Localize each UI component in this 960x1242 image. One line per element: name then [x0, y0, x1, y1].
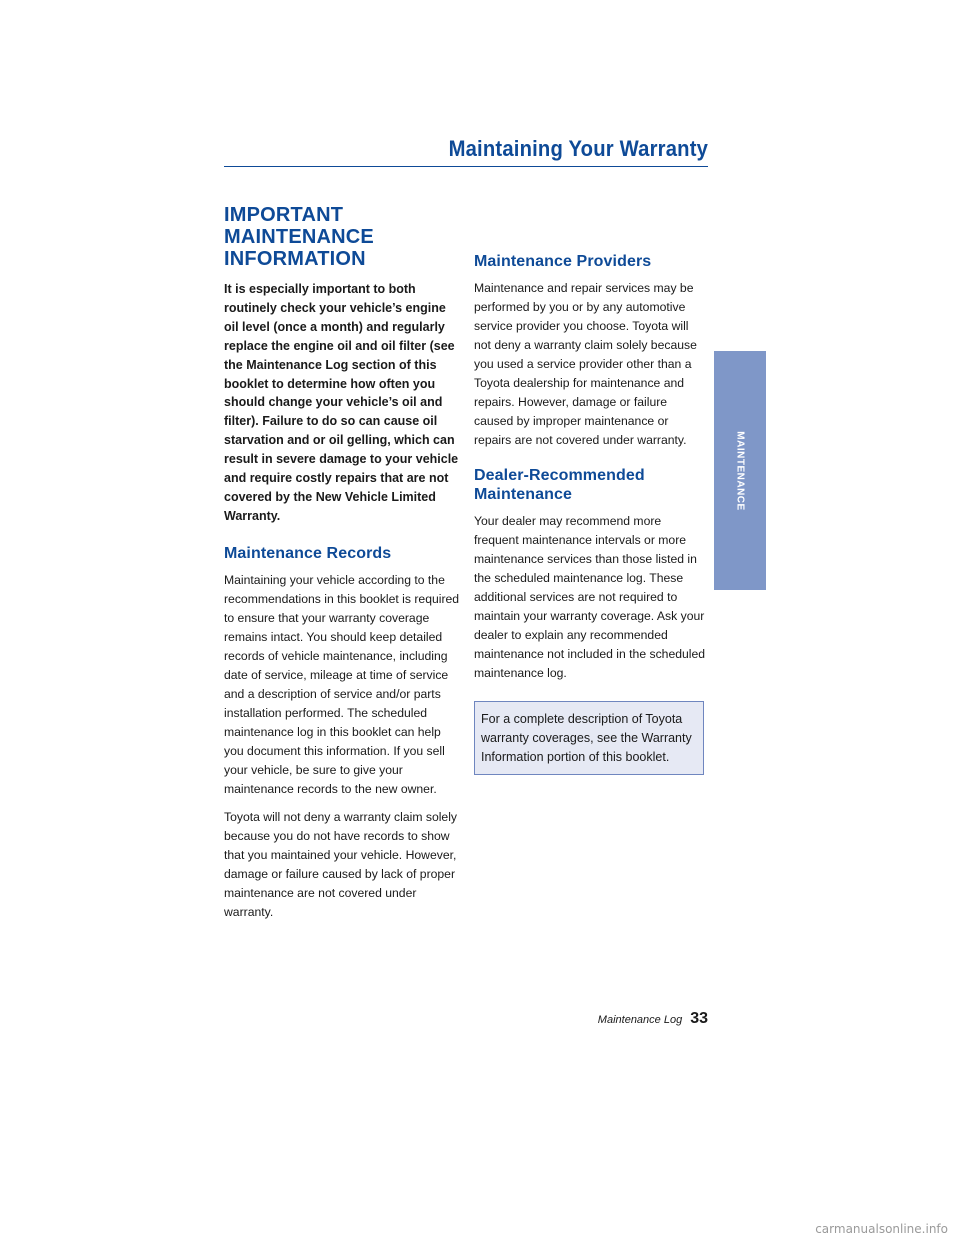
section-side-tab [714, 351, 766, 590]
watermark: carmanualsonline.info [815, 1222, 948, 1236]
title-divider [224, 166, 708, 167]
providers-heading: Maintenance Providers [474, 253, 652, 270]
right-column [474, 252, 708, 775]
page-number: 33 [690, 1010, 708, 1027]
dealer-paragraph: Your dealer may recommend more frequent maintenance intervals or more maintenance services than those listed in the scheduled maintenance log. These additional services are not required to maintain your warranty coverage. Ask your dealer to explain any recommended maintenance not included in the scheduled maintenance log. [474, 514, 706, 680]
records-heading: Maintenance Records [224, 544, 392, 562]
left-column [224, 204, 460, 922]
records-paragraph-2: Toyota will not deny a warranty claim solely because you do not have records to show that you maintained your vehicle. However, damage or failure caused by lack of proper maintenance are not covered under warranty. [224, 809, 458, 919]
warranty-note-box [474, 701, 704, 775]
important-lead-paragraph: It is especially important to both routinely check your vehicle’s engine oil level (once a month) and regularly replace the engine oil and oil filter (see the Maintenance Log section of this booklet to determine how often you should change your vehicle’s oil and filter). Failure to do so can cause oil starvation and or oil gelling, which can result in severe damage to your vehicle and require costly repairs that are not covered by the New Vehicle Limited Warranty. [224, 282, 459, 523]
records-paragraph-1: Maintaining your vehicle according to the recommendations in this booklet is required to ensure that your warranty coverage remains intact. You should keep detailed records of vehicle maintenance, including date of service, mileage at time of service and a description of service and/or parts installation performed. The scheduled maintenance log in this booklet can help you document this information. If you sell your vehicle, be sure to give your maintenance records to the new owner. [224, 572, 460, 796]
page-title: Maintaining Your Warranty [448, 136, 708, 161]
warranty-note-text: For a complete description of Toyota warranty coverages, see the Warranty Information portion of this booklet. [481, 712, 692, 764]
important-heading: IMPORTANT MAINTENANCE INFORMATION [224, 204, 374, 270]
side-tab-label: MAINTENANCE [734, 430, 746, 511]
footer-section-label: Maintenance Log [597, 1014, 683, 1026]
page-footer [598, 1010, 708, 1028]
dealer-heading: Dealer-Recommended Maintenance [474, 467, 645, 503]
providers-paragraph: Maintenance and repair services may be performed by you or by any automotive service provider you choose. Toyota will not deny a warranty claim solely because you used a service provider other than a Toyota dealership for maintenance and repairs. However, damage or failure caused by improper maintenance or repairs are not covered under warranty. [474, 281, 697, 447]
